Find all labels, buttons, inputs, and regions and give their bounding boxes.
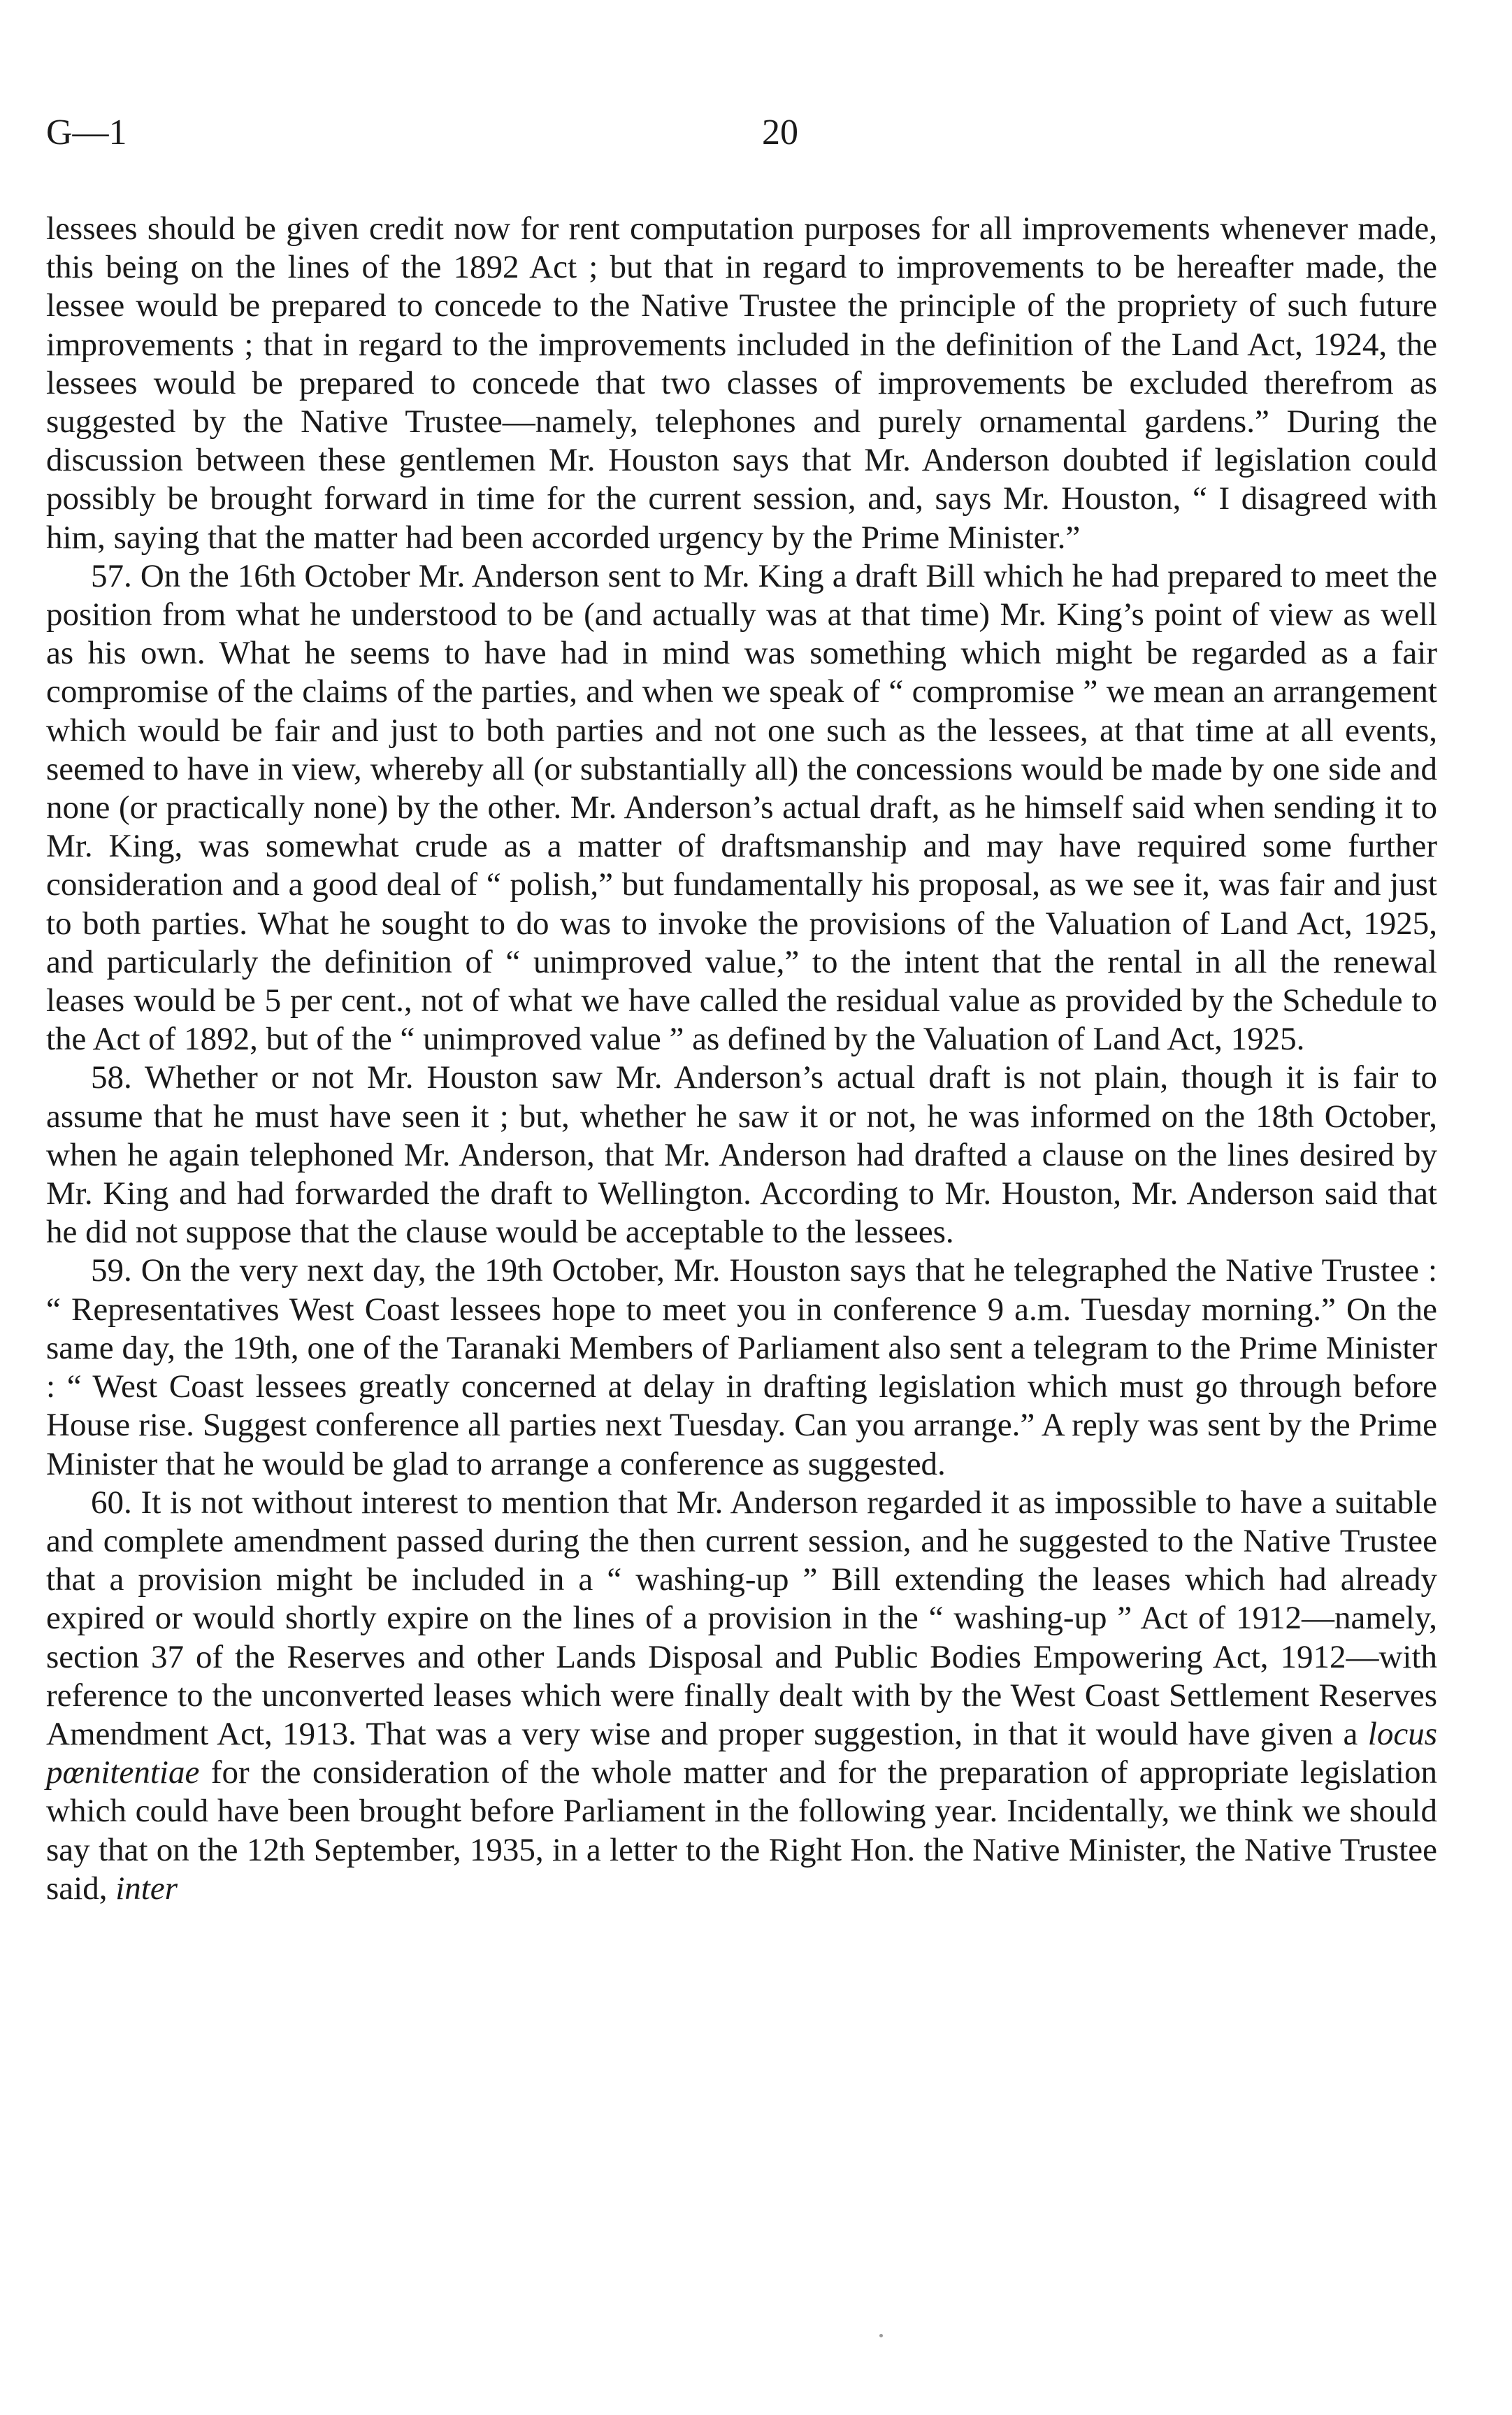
paragraph-text: On the 16th October Mr. Anderson sent to Mr. King a draft Bill which he had prepared to meet the position from what he understood to be (and actually was at that time) Mr. King’s point of view as well as his own. What he seems to have had in mind was something which might be regarded as a fair compromise of the claims of the parties, and when we speak of “ compromise ” we mean an arrangement which would be fair and just to both parties and not one such as the lessees, at that time at all events, seemed to have in view, whereby all (or substantially all) the concessions would be made by one side and none (or practically none) by the other. Mr. Anderson’s actual draft, as he himself said when sending it to Mr. King, was somewhat crude as a matter of draftsmanship and may have required some further consideration and a good deal of “ polish,” but fundamentally his proposal, as we see it, was fair and just to both parties. What he sought to do was to invoke the provisions of the Valuation of Land Act, 1925, and particularly the definition of “ unimproved value,” to the intent that the rental in all the renewal leases would be 5 per cent., not of what we have called the residual value as provided by the Schedule to the Act of 1892, but of the “ unimproved value ” as defined by the Valuation of Land Act, 1925.: [46, 557, 1438, 1058]
body-text: [46, 210, 1437, 1908]
series-reference: G—1: [46, 113, 127, 152]
paragraph-text: It is not without interest to mention that Mr. Anderson regarded it as impossible to have a suitable and complete amendment passed during the then current session, and he suggested to the Native Trustee that a provision might be included in a “ washing-up ” Bill extending the leases which had already expired or would shortly expire on the lines of a provision in the “ washing-up ” Act of 1912—namely, section 37 of the Reserves and other Lands Disposal and Public Bodies Empowering Act, 1912—with reference to the unconverted leases which were finally dealt with by the West Coast Settlement Reserves Amendment Act, 1913. That was a very wise and proper suggestion, in that it would have given a: [46, 1484, 1438, 1752]
paragraph-number: 60.: [91, 1484, 132, 1521]
page-header: [46, 112, 1437, 168]
paragraph-60: [46, 1484, 1437, 1908]
paragraph-number: 57.: [91, 557, 132, 594]
paragraph-number: 58.: [91, 1059, 132, 1096]
paragraph-text-continued: for the consideration of the whole matter and for the preparation of appropriate legislation which could have been brought before Parliament in the following year. Incidentally, we think we should say that on the 12th September, 1935, in a letter to the Right Hon. the Native Minister, the Native Trustee said,: [46, 1754, 1437, 1907]
paragraph-57: [46, 557, 1437, 1059]
paragraph-text: Whether or not Mr. Houston saw Mr. Anderson’s actual draft is not plain, though it is fair to assume that he must have seen it ; but, whether he saw it or not, he was informed on the 18th October, when he again telephoned Mr. Anderson, that Mr. Anderson had drafted a clause on the lines desired by Mr. King and had forwarded the draft to Wellington. According to Mr. Houston, Mr. Anderson said that he did not suppose that the clause would be acceptable to the lessees.: [46, 1059, 1437, 1251]
paragraph-59: [46, 1252, 1437, 1483]
paragraph-number: 59.: [91, 1252, 132, 1289]
latin-phrase: locus pœnitentiae: [46, 1715, 1438, 1791]
paragraph-continuation: [46, 210, 1437, 557]
paragraph-text: lessees should be given credit now for rent computation purposes for all improvements whenever made, this being on the lines of the 1892 Act ; but that in regard to improvements to be hereafter made, the lessee would be prepared to concede to the Native Trustee the principle of the propriety of such future improvements ; that in regard to the improvements included in the definition of the Land Act, 1924, the lessees would be prepared to concede that two classes of improvements be excluded therefrom as suggested by the Native Trustee—namely, telephones and purely ornamental gardens.” During the discussion between these gentlemen Mr. Houston says that Mr. Anderson doubted if legislation could possibly be brought forward in time for the current session, and, says Mr. Houston, “ I disagreed with him, saying that the matter had been accorded urgency by the Prime Minister.”: [46, 210, 1437, 556]
paragraph-58: [46, 1059, 1437, 1252]
paragraph-text: On the very next day, the 19th October, Mr. Houston says that he telegraphed the Native Trustee : “ Representatives West Coast lessees hope to meet you in conference 9 a.m. Tuesday morning.” On the same day, the 19th, one of the Taranaki Members of Parliament also sent a telegram to the Prime Minister : “ West Coast lessees greatly concerned at delay in drafting legislation which must go through before House rise. Suggest conference all parties next Tuesday. Can you arrange.” A reply was sent by the Prime Minister that he would be glad to arrange a conference as suggested.: [46, 1252, 1438, 1482]
trailing-italic-word: inter: [115, 1870, 178, 1907]
page-number: 20: [762, 113, 798, 152]
scan-speck: [879, 2334, 883, 2337]
